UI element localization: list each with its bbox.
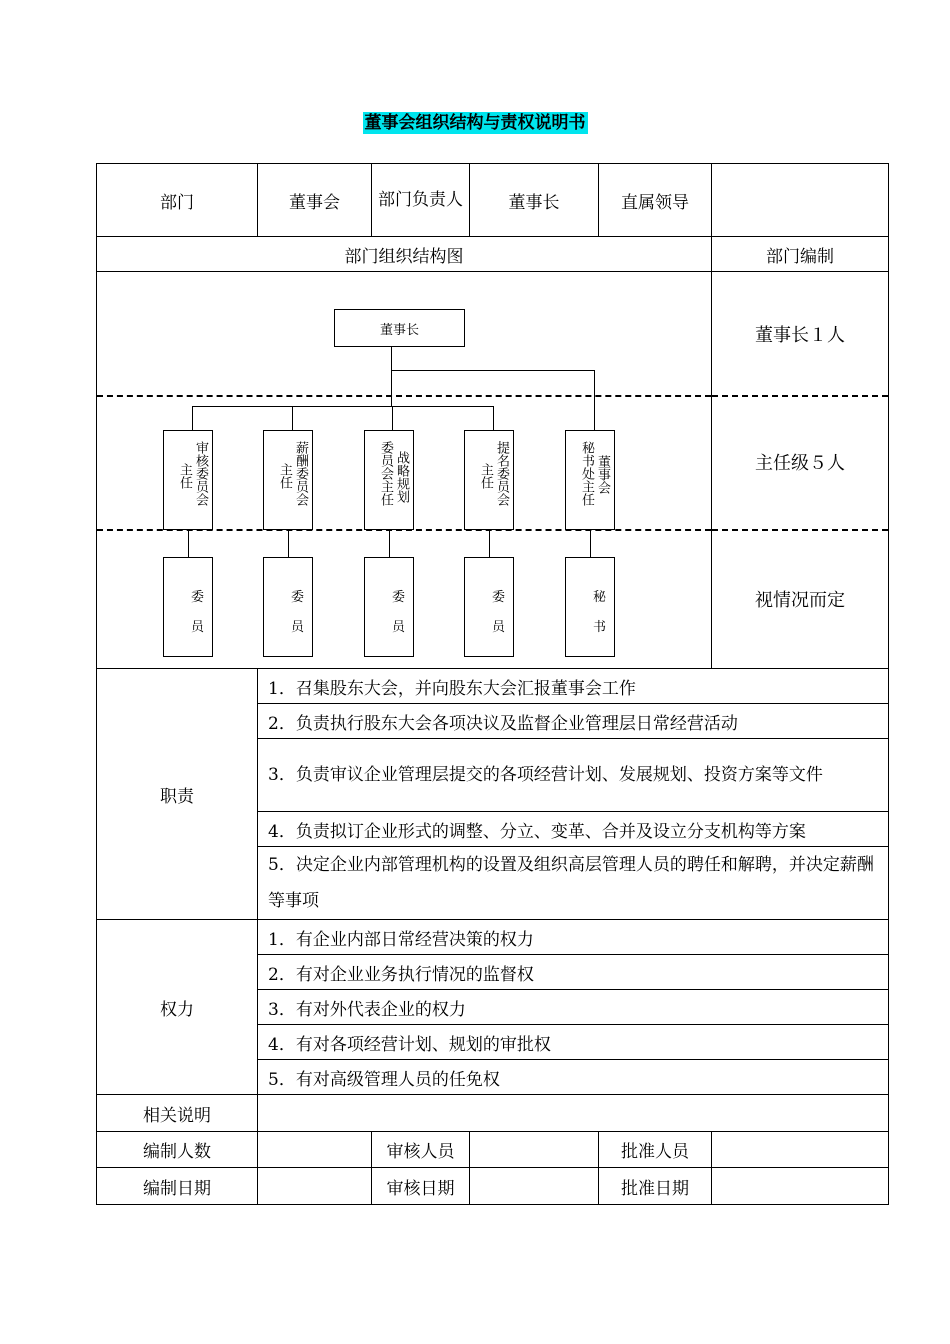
power-item: 3．有对外代表企业的权力: [258, 990, 889, 1025]
power-item: 4．有对各项经营计划、规划的审批权: [258, 1025, 889, 1060]
document-title: 董事会组织结构与责权说明书: [364, 113, 586, 133]
dashed-divider: [97, 395, 711, 397]
board-secretariat-box: 董事会 秘书处主任: [565, 430, 615, 530]
power-item: 2．有对企业业务执行情况的监督权: [258, 955, 889, 990]
strategy-committee-box: 战略规划 委员会主任: [364, 430, 414, 530]
staffing-column: [712, 272, 889, 669]
leader-value: [712, 164, 889, 237]
count-label: 编制人数: [97, 1132, 258, 1168]
member-box: 委 员: [364, 557, 414, 657]
staff-members: 视情况而定: [755, 589, 845, 611]
review-date-value: [470, 1168, 599, 1205]
responsibility-table: [96, 163, 889, 1205]
count-value: [258, 1132, 372, 1168]
approver-value: [712, 1132, 889, 1168]
secretary-box: 秘 书: [565, 557, 615, 657]
review-date-label: 审核日期: [372, 1168, 470, 1205]
member-box: 委 员: [163, 557, 213, 657]
approve-date-value: [712, 1168, 889, 1205]
dept-head-label: 部门负责人: [372, 164, 470, 237]
nomination-committee-box: 提名委员会 主任: [464, 430, 514, 530]
member-box: 委 员: [263, 557, 313, 657]
duty-item: 4．负责拟订企业形式的调整、分立、变革、合并及设立分支机构等方案: [258, 812, 889, 847]
duty-item: 1．召集股东大会，并向股东大会汇报董事会工作: [258, 669, 889, 704]
reviewer-value: [470, 1132, 599, 1168]
power-item: 5．有对高级管理人员的任免权: [258, 1060, 889, 1095]
compensation-committee-box: 薪酬委员会 主任: [263, 430, 313, 530]
staff-directors: 主任级５人: [755, 453, 845, 474]
duty-item: 2．负责执行股东大会各项决议及监督企业管理层日常经营活动: [258, 704, 889, 739]
power-item: 1．有企业内部日常经营决策的权力: [258, 920, 889, 955]
date-value: [258, 1168, 372, 1205]
org-chart: [97, 272, 712, 669]
notes-value: [258, 1095, 889, 1132]
dept-head-value: 董事长: [470, 164, 599, 237]
audit-committee-box: 审核委员会 主任: [163, 430, 213, 530]
duties-label: 职责: [97, 669, 258, 920]
date-label: 编制日期: [97, 1168, 258, 1205]
leader-label: 直属领导: [599, 164, 712, 237]
reviewer-label: 审核人员: [372, 1132, 470, 1168]
dept-label: 部门: [97, 164, 258, 237]
duty-item: 5．决定企业内部管理机构的设置及组织高层管理人员的聘任和解聘，并决定薪酬等事项: [258, 847, 889, 920]
org-chart-heading: 部门组织结构图: [97, 237, 712, 272]
approve-date-label: 批准日期: [599, 1168, 712, 1205]
dept-value: 董事会: [258, 164, 372, 237]
powers-label: 权力: [97, 920, 258, 1095]
approver-label: 批准人员: [599, 1132, 712, 1168]
duty-item: 3．负责审议企业管理层提交的各项经营计划、发展规划、投资方案等文件: [258, 739, 889, 812]
member-box: 委 员: [464, 557, 514, 657]
staffing-heading: 部门编制: [712, 237, 889, 272]
staff-chairman: 董事长１人: [755, 324, 845, 346]
chairman-box: 董事长: [334, 309, 465, 347]
notes-label: 相关说明: [97, 1095, 258, 1132]
